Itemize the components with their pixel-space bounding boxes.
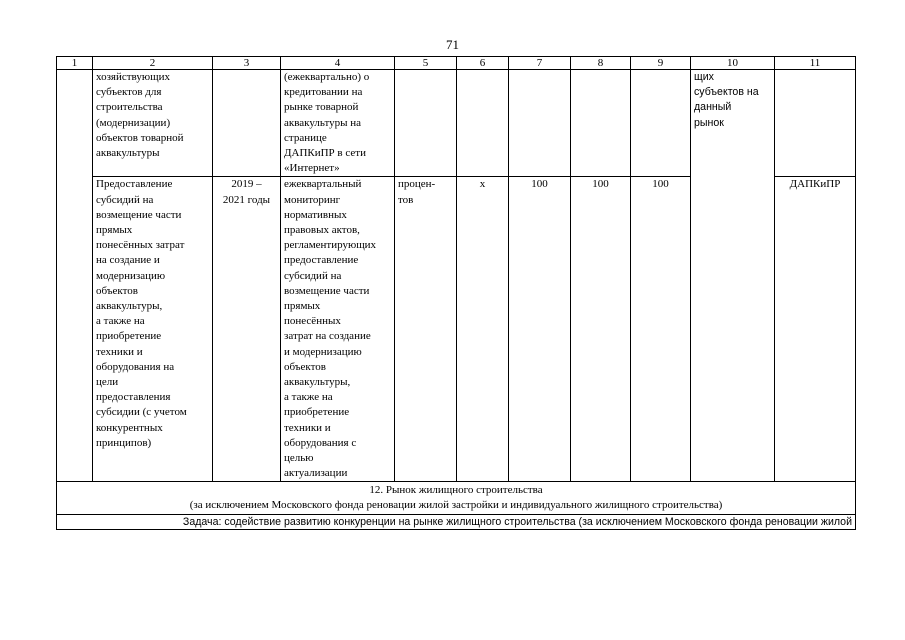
cell-empty	[509, 70, 571, 177]
table-row-continued	[57, 70, 856, 177]
section-heading-cell	[57, 482, 856, 515]
cell-empty	[213, 70, 281, 177]
cell-description-continued: (ежеквартально) о кредитовании на рынке товарной аквакультуры на странице ДАПКиПР в сети «Интернет»	[281, 70, 395, 177]
task-cell: Задача: содействие развитию конкуренции на рынке жилищного строительства (за исключением Московского фонда реновации жилой	[57, 515, 856, 530]
section-heading-row	[57, 482, 856, 515]
column-number: 1	[57, 57, 93, 70]
task-row	[57, 515, 856, 530]
cell-unit: процен- тов	[395, 177, 457, 482]
column-number: 10	[691, 57, 775, 70]
cell-period: 2019 – 2021 годы	[213, 177, 281, 482]
column-number: 4	[281, 57, 395, 70]
cell-measure-continued: хозяйствующих субъектов для строительства (модернизации) объектов товарной аквакультуры	[93, 70, 213, 177]
column-number-row	[57, 57, 856, 70]
cell-baseline: х	[457, 177, 509, 482]
cell-value-2021: 100	[631, 177, 691, 482]
cell-empty	[395, 70, 457, 177]
page-number: 71	[446, 37, 459, 52]
column-number: 8	[571, 57, 631, 70]
cell-result-continued: щих субъектов на данный рынок	[691, 70, 775, 482]
cell-value-2019: 100	[509, 177, 571, 482]
cell-description-subsidy: ежеквартальный мониторинг нормативных правовых актов, регламентирующих предоставление субсидий на возмещение части прямых понесённых затрат на создание и модернизацию объектов аквакультуры, а также на приобретение техники и оборудования с целью актуализации	[281, 177, 395, 482]
column-number: 7	[509, 57, 571, 70]
cell-value-2020: 100	[571, 177, 631, 482]
column-number: 11	[775, 57, 856, 70]
column-number: 5	[395, 57, 457, 70]
section-title: 12. Рынок жилищного строительства	[369, 484, 543, 497]
column-number: 3	[213, 57, 281, 70]
measures-table	[56, 56, 856, 530]
cell-empty	[457, 70, 509, 177]
section-subtitle: (за исключением Московского фонда реновации жилой застройки и индивидуального жилищного строительства)	[189, 499, 723, 512]
cell-empty	[571, 70, 631, 177]
column-number: 2	[93, 57, 213, 70]
cell-index-empty	[57, 70, 93, 482]
column-number: 9	[631, 57, 691, 70]
cell-empty	[775, 70, 856, 177]
cell-empty	[631, 70, 691, 177]
cell-measure-subsidy: Предоставление субсидий на возмещение части прямых понесённых затрат на создание и модернизацию объектов аквакультуры, а также на приобретение техники и оборудования на цели предоставления субсидии (с учетом конкурентных принципов)	[93, 177, 213, 482]
cell-responsible: ДАПКиПР	[775, 177, 856, 482]
column-number: 6	[457, 57, 509, 70]
